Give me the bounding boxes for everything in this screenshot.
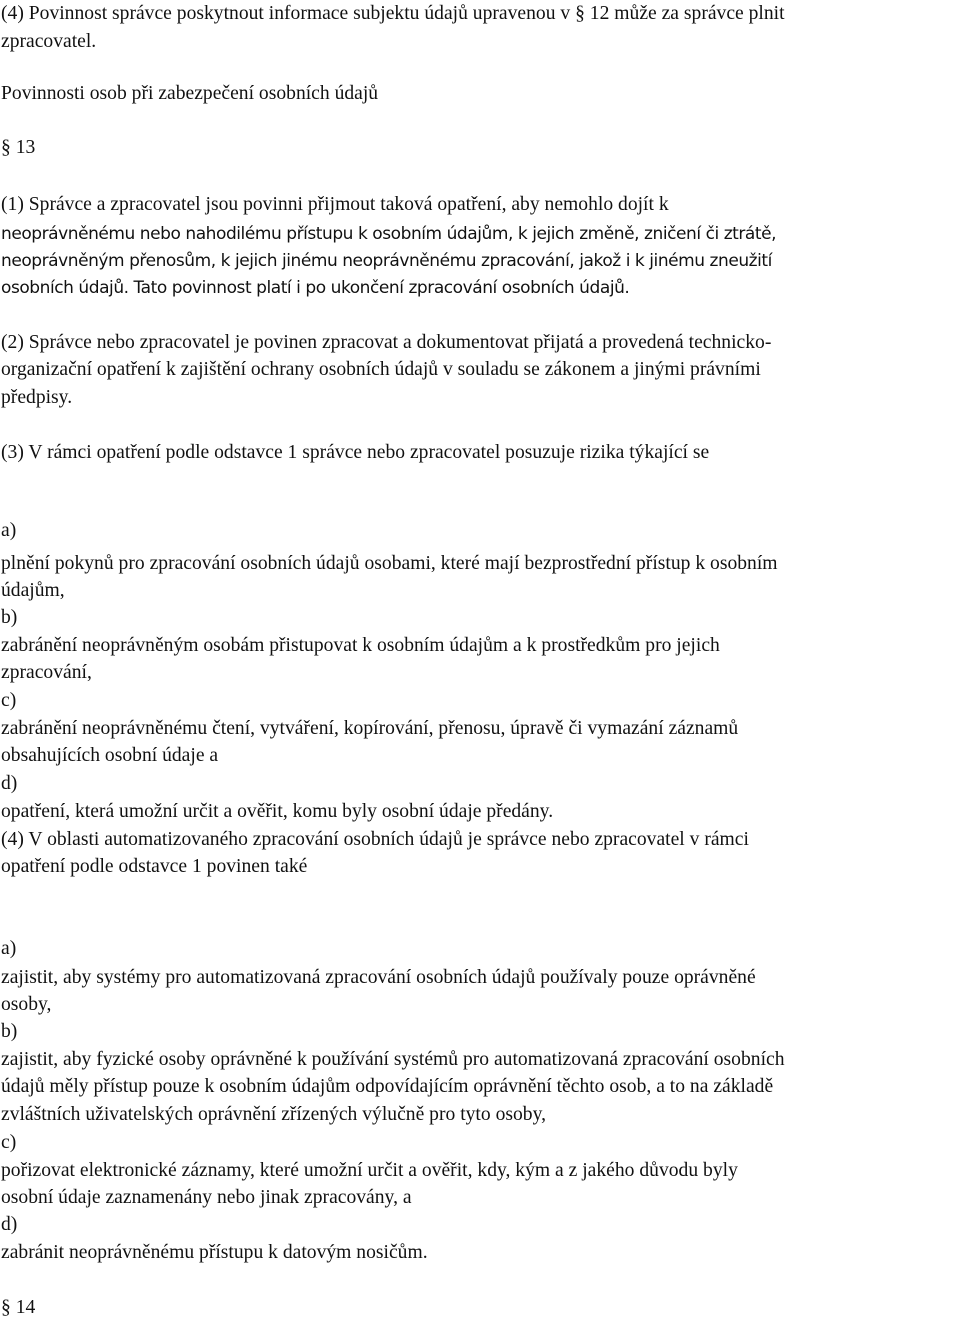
list-4-letter-c: c) xyxy=(1,1132,17,1153)
paragraph-2-line-2: organizační opatření k zajištění ochrany osobních údajů v souladu se zákonem a jinými právními xyxy=(1,359,761,380)
list-3-item-d: opatření, která umožní určit a ověřit, komu byly osobní údaje předány. xyxy=(1,801,554,822)
list-3-letter-b: b) xyxy=(1,607,18,628)
paragraph-2-line-1: (2) Správce nebo zpracovatel je povinen zpracovat a dokumentovat přijatá a provedená technicko- xyxy=(1,332,772,353)
list-4-item-c-line-2: osobní údaje zaznamenány nebo jinak zpracovány, a xyxy=(1,1187,412,1208)
list-3-letter-a: a) xyxy=(1,520,17,541)
paragraph-4-line-2: zpracovatel. xyxy=(1,31,97,52)
list-4-item-c-line-1: pořizovat elektronické záznamy, které umožní určit a ověřit, kdy, kým a z jakého důvodu byly xyxy=(1,1160,738,1181)
paragraph-1-line-1: (1) Správce a zpracovatel jsou povinni přijmout taková opatření, aby nemohlo dojít k xyxy=(1,194,669,215)
list-3-item-a-line-1: plnění pokynů pro zpracování osobních údajů osobami, které mají bezprostřední přístup k osobním xyxy=(1,553,778,574)
list-4-item-a-line-1: zajistit, aby systémy pro automatizovaná zpracování osobních údajů používaly pouze oprávněné xyxy=(1,967,756,988)
list-3-item-b-line-1: zabránění neoprávněným osobám přistupovat k osobním údajům a k prostředkům pro jejich xyxy=(1,635,720,656)
list-3-item-c-line-1: zabránění neoprávněnému čtení, vytváření, kopírování, přenosu, úpravě či vymazání záznamů xyxy=(1,718,739,739)
list-3-item-b-line-2: zpracování, xyxy=(1,662,92,683)
section-number-14: § 14 xyxy=(1,1297,36,1318)
section-heading: Povinnosti osob při zabezpečení osobních údajů xyxy=(1,83,379,104)
list-3-item-c-line-2: obsahujících osobní údaje a xyxy=(1,745,219,766)
list-4-item-a-line-2: osoby, xyxy=(1,994,52,1015)
paragraph-1-line-3: neoprávněným přenosům, k jejich jinému neoprávněnému zpracování, jakož i k jinému zneužití xyxy=(1,251,772,271)
paragraph-4b-line-1: (4) V oblasti automatizovaného zpracování osobních údajů je správce nebo zpracovatel v rámci xyxy=(1,829,749,850)
paragraph-4-line-1: (4) Povinnost správce poskytnout informace subjektu údajů upravenou v § 12 může za správce plnit xyxy=(1,3,785,24)
list-4-item-b-line-1: zajistit, aby fyzické osoby oprávněné k používání systémů pro automatizovaná zpracování osobních xyxy=(1,1049,785,1070)
list-4-item-b-line-3: zvláštních uživatelských oprávnění zřízených výlučně pro tyto osoby, xyxy=(1,1104,547,1125)
paragraph-1-line-2: neoprávněnému nebo nahodilému přístupu k osobním údajům, k jejich změně, zničení či ztrátě, xyxy=(1,224,777,244)
list-3-letter-d: d) xyxy=(1,773,18,794)
list-4-item-b-line-2: údajů měly přístup pouze k osobním údajům odpovídajícím oprávnění těchto osob, a to na základě xyxy=(1,1076,774,1097)
paragraph-4b-line-2: opatření podle odstavce 1 povinen také xyxy=(1,856,308,877)
paragraph-2-line-3: předpisy. xyxy=(1,387,73,408)
list-3-letter-c: c) xyxy=(1,690,17,711)
list-4-letter-b: b) xyxy=(1,1021,18,1042)
paragraph-3-intro: (3) V rámci opatření podle odstavce 1 správce nebo zpracovatel posuzuje rizika týkající se xyxy=(1,442,710,463)
list-3-item-a-line-2: údajům, xyxy=(1,580,65,601)
paragraph-1-line-4: osobních údajů. Tato povinnost platí i po ukončení zpracování osobních údajů. xyxy=(1,278,630,298)
list-4-item-d: zabránit neoprávněnému přístupu k datovým nosičům. xyxy=(1,1242,428,1263)
list-4-letter-a: a) xyxy=(1,938,17,959)
list-4-letter-d: d) xyxy=(1,1214,18,1235)
section-number-13: § 13 xyxy=(1,137,36,158)
